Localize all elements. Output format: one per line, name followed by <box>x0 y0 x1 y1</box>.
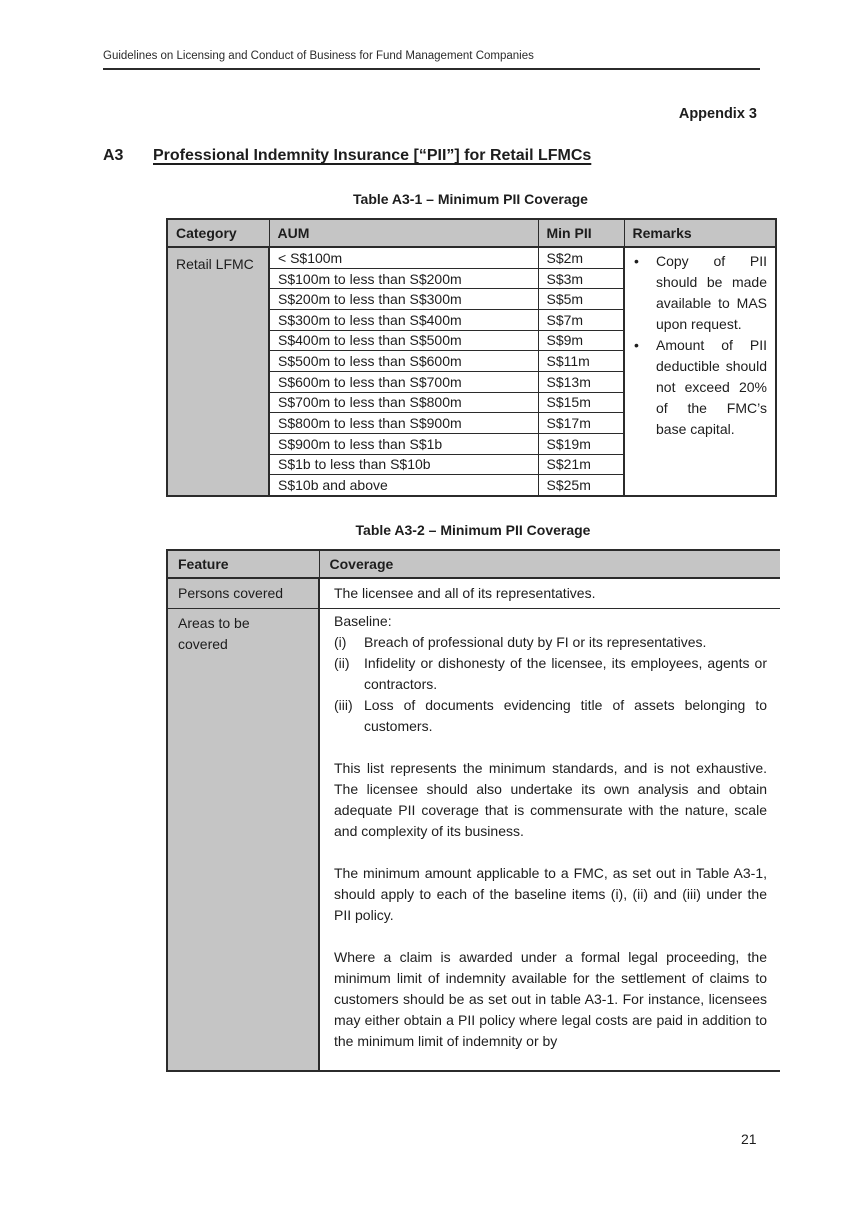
page-number: 21 <box>741 1131 757 1147</box>
t1-min-pii-cell: S$2m <box>538 247 624 268</box>
t1-aum-cell: S$700m to less than S$800m <box>269 392 538 413</box>
t1-header-category: Category <box>167 219 269 247</box>
baseline-label: Baseline: <box>334 613 392 629</box>
t1-aum-cell: S$800m to less than S$900m <box>269 413 538 434</box>
t1-aum-cell: S$200m to less than S$300m <box>269 289 538 310</box>
table-row <box>167 247 776 268</box>
bullet-icon: • <box>634 253 639 269</box>
t2-feature-persons: Persons covered <box>167 578 319 609</box>
t1-aum-cell: S$400m to less than S$500m <box>269 330 538 351</box>
coverage-paragraph: This list represents the minimum standards, and is not exhaustive. The licensee should also undertake its own analysis and obtain adequate PII coverage that is commensurate with the nature, scale and complexity of its business. <box>334 760 767 839</box>
remark-item <box>634 251 767 335</box>
running-header-text: Guidelines on Licensing and Conduct of Business for Fund Management Companies <box>103 50 534 62</box>
remark-item <box>634 335 767 440</box>
table-row <box>167 578 780 609</box>
section-title: Professional Indemnity Insurance [“PII”] for Retail LFMCs <box>153 147 592 164</box>
t1-header-aum: AUM <box>269 219 538 247</box>
t1-min-pii-cell: S$13m <box>538 371 624 392</box>
table-a3-2-caption: Table A3-2 – Minimum PII Coverage <box>355 522 591 538</box>
coverage-paragraph: The minimum amount applicable to a FMC, as set out in Table A3-1, should apply to each of the baseline items (i), (ii) and (iii) under the PII policy. <box>334 865 767 923</box>
t1-min-pii-cell: S$5m <box>538 289 624 310</box>
table-a3-1 <box>166 218 777 497</box>
table-row <box>167 609 780 1072</box>
table-a3-1-caption: Table A3-1 – Minimum PII Coverage <box>353 191 588 207</box>
section-number: A3 <box>103 147 124 164</box>
t2-feature-areas: Areas to be covered <box>167 609 319 1072</box>
t1-min-pii-cell: S$25m <box>538 475 624 496</box>
t1-header-min-pii: Min PII <box>538 219 624 247</box>
list-text: Infidelity or dishonesty of the licensee, its employees, agents or contractors. <box>364 655 767 692</box>
list-text: Breach of professional duty by FI or its representatives. <box>364 634 707 650</box>
table-a3-2 <box>166 549 780 1072</box>
t1-min-pii-cell: S$21m <box>538 454 624 475</box>
bullet-icon: • <box>634 337 639 353</box>
t1-min-pii-cell: S$19m <box>538 433 624 454</box>
t1-aum-cell: S$600m to less than S$700m <box>269 371 538 392</box>
list-item <box>334 653 767 695</box>
coverage-paragraph: Where a claim is awarded under a formal legal proceeding, the minimum limit of indemnity available for the settlement of claims to customers should be as set out in table A3-1. For instance, licensees may either obtain a PII policy where legal costs are paid in addition to the minimum limit of indemnity or by <box>334 949 767 1049</box>
t1-min-pii-cell: S$9m <box>538 330 624 351</box>
table-a3-2-clip <box>166 549 780 1072</box>
t2-coverage-areas <box>319 609 780 1072</box>
t1-remarks-cell <box>624 247 776 496</box>
t1-min-pii-cell: S$17m <box>538 413 624 434</box>
t1-header-remarks: Remarks <box>624 219 776 247</box>
t1-min-pii-cell: S$3m <box>538 268 624 289</box>
appendix-label: Appendix 3 <box>678 106 757 122</box>
t1-aum-cell: S$1b to less than S$10b <box>269 454 538 475</box>
list-marker: (i) <box>334 634 347 650</box>
list-item <box>334 695 767 737</box>
t1-aum-cell: S$300m to less than S$400m <box>269 310 538 331</box>
t1-min-pii-cell: S$7m <box>538 310 624 331</box>
list-marker: (ii) <box>334 655 350 671</box>
section-heading <box>103 147 591 165</box>
t1-aum-cell: S$500m to less than S$600m <box>269 351 538 372</box>
t1-category-cell: Retail LFMC <box>167 247 269 496</box>
t2-coverage-persons: The licensee and all of its representatives. <box>319 578 780 609</box>
t2-header-coverage: Coverage <box>319 550 780 578</box>
list-text: Loss of documents evidencing title of assets belonging to customers. <box>364 697 767 734</box>
list-item <box>334 632 767 653</box>
t1-min-pii-cell: S$11m <box>538 351 624 372</box>
remark-text: Copy of PII should be made available to MAS upon request. <box>656 253 767 332</box>
table-a3-1-header-row <box>167 219 776 247</box>
running-header <box>103 50 760 70</box>
table-a3-2-header-row <box>167 550 780 578</box>
t1-min-pii-cell: S$15m <box>538 392 624 413</box>
list-marker: (iii) <box>334 697 353 713</box>
t1-aum-cell: S$900m to less than S$1b <box>269 433 538 454</box>
t2-header-feature: Feature <box>167 550 319 578</box>
t1-aum-cell: S$100m to less than S$200m <box>269 268 538 289</box>
remark-text: Amount of PII deductible should not exceed 20% of the FMC’s base capital. <box>656 337 767 437</box>
t1-aum-cell: < S$100m <box>269 247 538 268</box>
t1-aum-cell: S$10b and above <box>269 475 538 496</box>
